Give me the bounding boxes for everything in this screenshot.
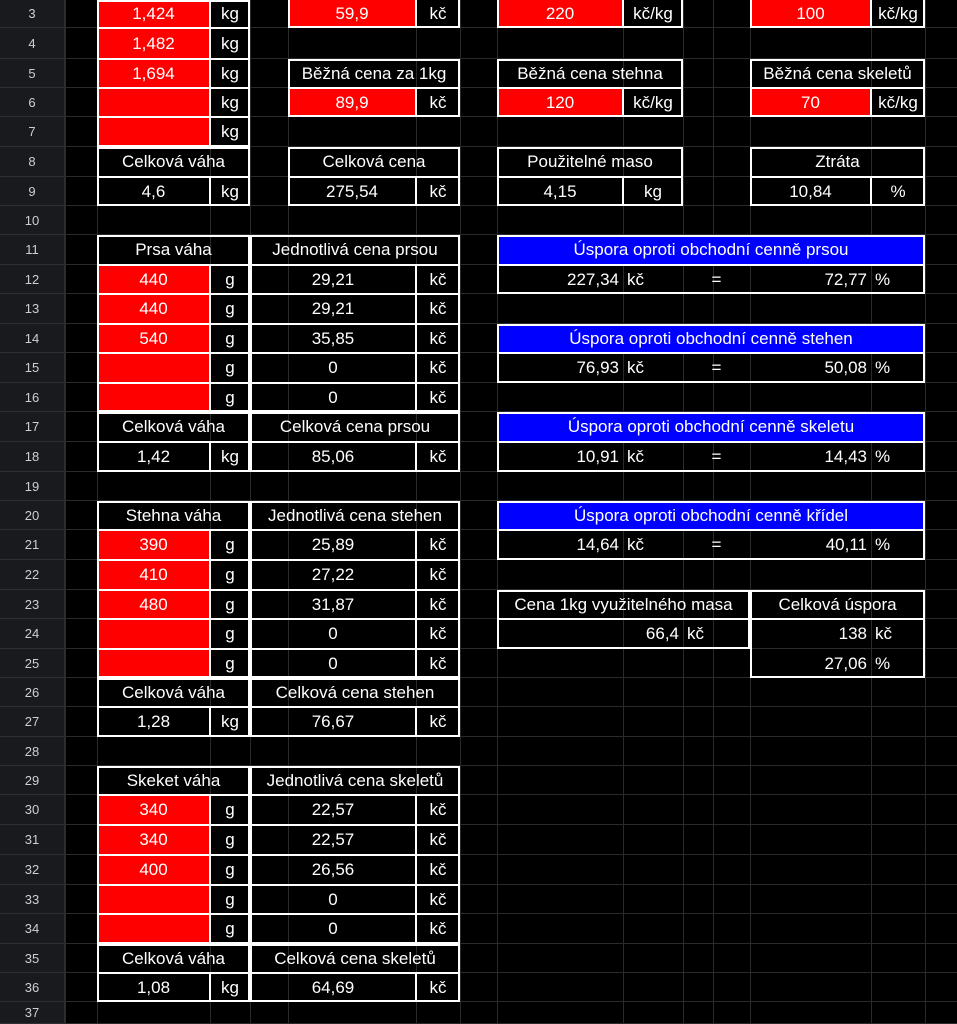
thigh-total-price-unit[interactable]: kč xyxy=(429,712,447,731)
savings-percent-sign[interactable]: % xyxy=(875,535,891,554)
thigh-total-weight-label[interactable]: Celková váha xyxy=(121,682,225,702)
breast-total-price-unit[interactable]: kč xyxy=(429,447,447,466)
row-header[interactable]: 29 xyxy=(0,766,65,795)
breast-price-unit[interactable]: kč xyxy=(429,358,447,377)
thigh-price-value[interactable]: 0 xyxy=(328,624,338,643)
usable-kg-price-label[interactable]: Cena 1kg využitelného masa xyxy=(514,594,733,614)
loss-label[interactable]: Ztráta xyxy=(815,152,860,171)
unit-label[interactable]: kč/kg xyxy=(878,4,918,23)
row-header[interactable]: 13 xyxy=(0,294,65,324)
thigh-weight-input[interactable]: 410 xyxy=(97,560,210,590)
row-header[interactable]: 33 xyxy=(0,885,65,914)
skeleton-weight-input[interactable] xyxy=(97,914,210,944)
skeleton-price-unit[interactable]: kč xyxy=(429,889,447,909)
grid-column-line xyxy=(925,0,926,1024)
total-price-value[interactable]: 275,54 xyxy=(326,181,378,201)
weight-input[interactable]: 1,694 xyxy=(97,59,210,88)
savings-amount[interactable]: 10,91 xyxy=(576,447,619,466)
unit-label[interactable]: kč/kg xyxy=(633,4,673,23)
breast-price-value[interactable]: 0 xyxy=(328,358,338,377)
unit-label[interactable]: kg xyxy=(221,92,239,112)
skeleton-total-weight-label[interactable]: Celková váha xyxy=(121,948,225,968)
row-header[interactable]: 30 xyxy=(0,795,65,825)
total-saving-amount[interactable]: 138 xyxy=(838,624,867,643)
skeleton-total-price[interactable]: 64,69 xyxy=(311,977,355,997)
skeleton-price-unit[interactable]: kč xyxy=(429,830,447,849)
row-header[interactable]: 7 xyxy=(0,117,65,147)
breast-price-value[interactable]: 0 xyxy=(328,387,338,407)
total-saving-percent-unit[interactable]: % xyxy=(875,653,891,673)
usable-meat-value[interactable]: 4,15 xyxy=(543,181,577,201)
skeleton-weight-input[interactable]: 340 xyxy=(97,825,210,855)
skeleton-total-weight-unit[interactable]: kg xyxy=(221,977,239,997)
row-header[interactable]: 26 xyxy=(0,678,65,707)
breast-price-header[interactable]: Jednotlivá cena prsou xyxy=(272,240,438,259)
row-header[interactable]: 12 xyxy=(0,265,65,294)
skeleton-weight-input[interactable] xyxy=(97,885,210,914)
row-header[interactable]: 36 xyxy=(0,973,65,1002)
total-price-label[interactable]: Celková cena xyxy=(322,152,426,171)
row-header[interactable]: 34 xyxy=(0,914,65,944)
normal-price-1kg-label[interactable]: Běžná cena za 1kg xyxy=(301,63,447,83)
thigh-price-value[interactable]: 31,87 xyxy=(311,594,355,614)
usable-kg-price-value[interactable]: 66,4 xyxy=(645,624,679,643)
row-header[interactable]: 37 xyxy=(0,1002,65,1024)
breast-weight-unit[interactable]: g xyxy=(225,299,235,318)
row-header[interactable]: 27 xyxy=(0,707,65,737)
breast-weight-header[interactable]: Prsa váha xyxy=(135,240,212,259)
skeleton-price-header[interactable]: Jednotlivá cena skeletů xyxy=(266,770,444,790)
skeleton-weight-unit[interactable]: g xyxy=(225,800,235,819)
normal-thigh-price-input[interactable]: 120 xyxy=(497,88,623,117)
grid-column-line xyxy=(65,0,66,1024)
breast-total-price[interactable]: 85,06 xyxy=(311,447,355,466)
skeleton-weight-unit[interactable]: g xyxy=(225,860,235,879)
unit-label[interactable]: kč xyxy=(429,4,447,23)
skeleton-price-input[interactable]: 100 xyxy=(750,0,871,28)
savings-percent-sign[interactable]: % xyxy=(875,269,891,289)
skeleton-weight-input[interactable]: 340 xyxy=(97,795,210,825)
usable-meat-label[interactable]: Použitelné maso xyxy=(527,152,653,171)
skeleton-weight-unit[interactable]: g xyxy=(225,889,235,909)
savings-amount[interactable]: 227,34 xyxy=(567,269,619,289)
thigh-price-input[interactable]: 220 xyxy=(497,0,623,28)
savings-title[interactable]: Úspora oproti obchodní cenně křídel xyxy=(497,501,925,530)
thigh-price-header[interactable]: Jednotlivá cena stehen xyxy=(268,505,442,525)
savings-title[interactable]: Úspora oproti obchodní cenně skeletu xyxy=(497,412,925,442)
row-header[interactable]: 24 xyxy=(0,619,65,649)
weight-input[interactable]: 1,482 xyxy=(97,28,210,59)
breast-total-weight-unit[interactable]: kg xyxy=(221,447,239,466)
row-header[interactable]: 5 xyxy=(0,59,65,88)
savings-equals[interactable]: = xyxy=(711,535,722,554)
thigh-total-price-label[interactable]: Celková cena stehen xyxy=(275,682,435,702)
total-saving-amount-unit[interactable]: kč xyxy=(875,624,892,643)
skeleton-weight-input[interactable]: 400 xyxy=(97,855,210,885)
row-header[interactable]: 25 xyxy=(0,649,65,678)
loss-unit[interactable]: % xyxy=(890,181,906,201)
savings-percent[interactable]: 14,43 xyxy=(824,447,867,466)
thigh-weight-input[interactable] xyxy=(97,649,210,678)
breast-weight-unit[interactable]: g xyxy=(225,358,235,377)
loss-value[interactable]: 10,84 xyxy=(789,181,832,201)
unit-label[interactable]: kg xyxy=(221,33,239,53)
row-header[interactable]: 32 xyxy=(0,855,65,885)
thigh-price-value[interactable]: 0 xyxy=(328,653,338,673)
normal-skeleton-price-label[interactable]: Běžná cena skeletů xyxy=(763,63,912,83)
row-header[interactable]: 15 xyxy=(0,353,65,383)
savings-unit[interactable]: kč xyxy=(627,535,644,554)
row-header[interactable]: 8 xyxy=(0,147,65,177)
thigh-weight-unit[interactable]: g xyxy=(225,565,235,584)
row-header[interactable]: 21 xyxy=(0,530,65,560)
row-header[interactable]: 9 xyxy=(0,177,65,206)
skeleton-weight-unit[interactable]: g xyxy=(225,830,235,849)
skeleton-price-value[interactable]: 26,56 xyxy=(311,860,355,879)
normal-thigh-price-unit[interactable]: kč/kg xyxy=(633,92,673,112)
thigh-price-unit[interactable]: kč xyxy=(429,535,447,554)
thigh-total-weight-unit[interactable]: kg xyxy=(221,712,239,731)
skeleton-price-value[interactable]: 22,57 xyxy=(311,800,355,819)
savings-unit[interactable]: kč xyxy=(627,269,644,289)
savings-unit[interactable]: kč xyxy=(627,358,644,377)
price-1kg-input[interactable]: 59,9 xyxy=(288,0,416,28)
normal-thigh-price-label[interactable]: Běžná cena stehna xyxy=(517,63,663,83)
breast-price-unit[interactable]: kč xyxy=(429,387,447,407)
thigh-price-unit[interactable]: kč xyxy=(429,653,447,673)
unit-label[interactable]: kg xyxy=(221,122,239,141)
skeleton-price-value[interactable]: 0 xyxy=(328,889,338,909)
normal-price-1kg-input[interactable]: 89,9 xyxy=(288,88,416,117)
total-saving-percent[interactable]: 27,06 xyxy=(824,653,867,673)
row-header[interactable]: 18 xyxy=(0,442,65,472)
breast-weight-unit[interactable]: g xyxy=(225,387,235,407)
savings-equals[interactable]: = xyxy=(711,358,722,377)
row-header[interactable]: 35 xyxy=(0,944,65,973)
row-header[interactable]: 16 xyxy=(0,383,65,412)
total-weight-unit[interactable]: kg xyxy=(221,181,239,201)
unit-label[interactable]: kg xyxy=(221,63,239,83)
thigh-weight-unit[interactable]: g xyxy=(225,594,235,614)
skeleton-total-price-label[interactable]: Celková cena skeletů xyxy=(274,948,436,968)
thigh-price-unit[interactable]: kč xyxy=(429,565,447,584)
skeleton-price-unit[interactable]: kč xyxy=(429,800,447,819)
skeleton-price-value[interactable]: 0 xyxy=(328,919,338,938)
skeleton-price-unit[interactable]: kč xyxy=(429,860,447,879)
breast-weight-unit[interactable]: g xyxy=(225,269,235,289)
total-saving-label[interactable]: Celková úspora xyxy=(778,594,897,614)
row-header[interactable]: 6 xyxy=(0,88,65,117)
weight-input[interactable] xyxy=(97,88,210,117)
skeleton-price-unit[interactable]: kč xyxy=(429,919,447,938)
row-header[interactable]: 14 xyxy=(0,324,65,353)
savings-equals[interactable]: = xyxy=(711,269,722,289)
thigh-weight-input[interactable]: 390 xyxy=(97,530,210,560)
skeleton-weight-header[interactable]: Skeket váha xyxy=(126,770,221,790)
thigh-weight-unit[interactable]: g xyxy=(225,653,235,673)
breast-price-unit[interactable]: kč xyxy=(429,269,447,289)
skeleton-weight-unit[interactable]: g xyxy=(225,919,235,938)
savings-equals[interactable]: = xyxy=(711,447,722,466)
total-weight-value[interactable]: 4,6 xyxy=(141,181,166,201)
unit-label[interactable]: kg xyxy=(221,4,239,23)
row-header[interactable]: 11 xyxy=(0,235,65,265)
skeleton-price-value[interactable]: 22,57 xyxy=(311,830,355,849)
row-header[interactable]: 31 xyxy=(0,825,65,855)
breast-total-weight[interactable]: 1,42 xyxy=(136,447,171,466)
usable-kg-price-unit[interactable]: kč xyxy=(687,624,704,643)
thigh-total-weight[interactable]: 1,28 xyxy=(136,712,171,731)
savings-title[interactable]: Úspora oproti obchodní cenně stehen xyxy=(497,324,925,353)
savings-percent-sign[interactable]: % xyxy=(875,358,891,377)
normal-skeleton-price-unit[interactable]: kč/kg xyxy=(878,92,918,112)
normal-skeleton-price-input[interactable]: 70 xyxy=(750,88,871,117)
breast-weight-unit[interactable]: g xyxy=(225,328,235,348)
savings-amount[interactable]: 14,64 xyxy=(576,535,619,554)
thigh-price-value[interactable]: 25,89 xyxy=(311,535,355,554)
row-header[interactable]: 3 xyxy=(0,0,65,28)
breast-weight-input[interactable]: 540 xyxy=(97,324,210,353)
breast-price-value[interactable]: 35,85 xyxy=(311,328,355,348)
thigh-weight-header[interactable]: Stehna váha xyxy=(125,505,222,525)
breast-weight-input[interactable] xyxy=(97,353,210,383)
breast-weight-input[interactable] xyxy=(97,383,210,412)
savings-amount[interactable]: 76,93 xyxy=(576,358,619,377)
total-price-unit[interactable]: kč xyxy=(429,181,447,201)
row-header[interactable]: 17 xyxy=(0,412,65,442)
row-header[interactable]: 10 xyxy=(0,206,65,235)
thigh-price-value[interactable]: 27,22 xyxy=(311,565,355,584)
thigh-weight-unit[interactable]: g xyxy=(225,624,235,643)
row-header[interactable]: 22 xyxy=(0,560,65,590)
savings-percent[interactable]: 40,11 xyxy=(825,535,867,554)
thigh-total-price[interactable]: 76,67 xyxy=(311,712,355,731)
savings-title[interactable]: Úspora oproti obchodní cenně prsou xyxy=(497,235,925,265)
thigh-weight-input[interactable]: 480 xyxy=(97,590,210,619)
breast-weight-input[interactable]: 440 xyxy=(97,265,210,294)
thigh-weight-unit[interactable]: g xyxy=(225,535,235,554)
breast-price-unit[interactable]: kč xyxy=(429,328,447,348)
row-header[interactable]: 23 xyxy=(0,590,65,619)
row-header[interactable]: 20 xyxy=(0,501,65,530)
savings-percent-sign[interactable]: % xyxy=(875,447,891,466)
row-header[interactable]: 19 xyxy=(0,472,65,501)
breast-total-weight-label[interactable]: Celková váha xyxy=(121,417,225,436)
breast-total-price-label[interactable]: Celková cena prsou xyxy=(279,417,431,436)
weight-input[interactable]: 1,424 xyxy=(97,0,210,28)
savings-percent[interactable]: 72,77 xyxy=(824,269,867,289)
savings-unit[interactable]: kč xyxy=(627,447,644,466)
total-weight-label[interactable]: Celková váha xyxy=(121,152,225,171)
breast-weight-input[interactable]: 440 xyxy=(97,294,210,324)
row-header[interactable]: 28 xyxy=(0,737,65,766)
normal-price-1kg-unit[interactable]: kč xyxy=(429,92,447,112)
thigh-price-unit[interactable]: kč xyxy=(429,594,447,614)
breast-price-value[interactable]: 29,21 xyxy=(311,269,355,289)
skeleton-total-weight[interactable]: 1,08 xyxy=(136,977,171,997)
savings-percent[interactable]: 50,08 xyxy=(824,358,867,377)
usable-meat-unit[interactable]: kg xyxy=(644,181,662,201)
weight-input[interactable] xyxy=(97,117,210,147)
thigh-weight-input[interactable] xyxy=(97,619,210,649)
breast-price-unit[interactable]: kč xyxy=(429,299,447,318)
breast-price-value[interactable]: 29,21 xyxy=(311,299,355,318)
row-header[interactable]: 4 xyxy=(0,28,65,59)
grid-column-line xyxy=(460,0,461,1024)
thigh-price-unit[interactable]: kč xyxy=(429,624,447,643)
skeleton-total-price-unit[interactable]: kč xyxy=(429,977,447,997)
